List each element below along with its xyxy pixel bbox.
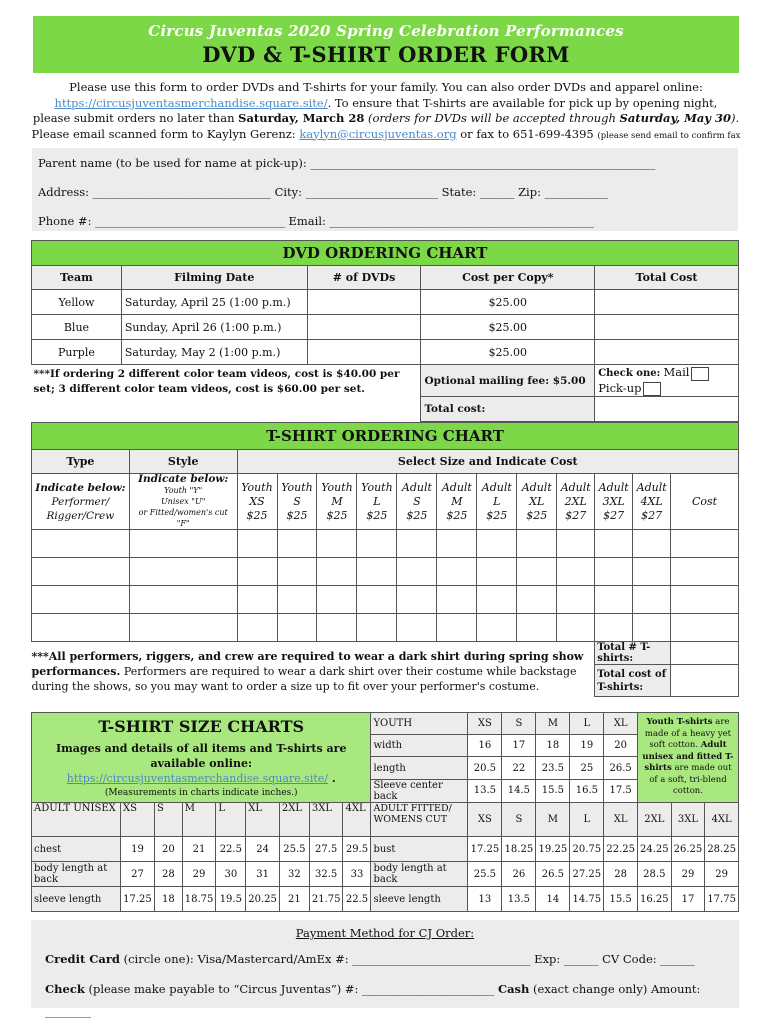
style-desc-3: Unisex "U" (160, 497, 206, 506)
dvd-header-count: # of DVDs (307, 266, 421, 290)
mail-label: Mail (663, 365, 690, 379)
size-adult-m: Adult M $25 (437, 474, 477, 530)
mailing-fee-label: Optional mailing fee: $5.00 (421, 365, 595, 397)
youth-row-label: Sleeve center back (371, 779, 468, 802)
dvd-count-input[interactable] (307, 315, 421, 340)
unisex-label: ADULT UNISEX (32, 803, 121, 837)
table-row (32, 290, 739, 315)
size-youth-m: Youth M $25 (317, 474, 357, 530)
style-desc-2: Youth "Y" (164, 486, 203, 495)
pickup-checkbox[interactable] (643, 382, 661, 396)
dark-shirt-note (32, 642, 595, 697)
style-desc-1: Indicate below: (138, 473, 229, 485)
cost-cell: $25.00 (421, 315, 595, 340)
dvd-header-date: Filming Date (121, 266, 307, 290)
size-chart-desc: Images and details of all items and T-shirts are available online: https://circusjuventasmerchandise.square.site/ . (56, 742, 347, 785)
intro-line-4a: Please email scanned form to Kaylyn Gerenz: (31, 126, 300, 141)
date-cell: Saturday, April 25 (1:00 p.m.) (121, 290, 307, 315)
fitted-label: ADULT FITTED/ WOMENS CUT (371, 803, 468, 837)
youth-size: M (536, 713, 570, 735)
dvd-chart-title: DVD ORDERING CHART (32, 241, 739, 266)
table-row: body length at back 27 28 29 30 31 32 32.5 33 body length at back 25.5 26 26.5 27.25 28 28.5 29 29 (32, 862, 739, 887)
youth-row-label: length (371, 757, 468, 779)
intro-line-3c: (orders for DVDs will be accepted through (364, 111, 620, 125)
merch-link[interactable]: https://circusjuventasmerchandise.square.site/ (54, 95, 328, 110)
check-one-label: Check one: (598, 368, 661, 379)
cash-text: (exact change only) Amount: ________ (45, 982, 701, 1018)
date-cell: Saturday, May 2 (1:00 p.m.) (121, 340, 307, 365)
date-cell: Sunday, April 26 (1:00 p.m.) (121, 315, 307, 340)
style-instructions (129, 474, 237, 530)
intro-line-3e: ). (730, 111, 740, 125)
size-adult-s: Adult S $25 (397, 474, 437, 530)
check-label: Check (45, 982, 85, 996)
cost-cell: $25.00 (421, 290, 595, 315)
tshirt-total-cost-input[interactable] (671, 665, 739, 697)
table-row[interactable] (32, 614, 739, 642)
fabric-note-r1: are made of a heavy yet soft cotton. (644, 717, 732, 751)
phone-email-field[interactable]: Phone #: _________________________________ Email: ______________________________________________ (38, 214, 595, 228)
youth-row-label: width (371, 735, 468, 757)
delivery-choice (595, 365, 739, 397)
size-youth-s: Youth S $25 (277, 474, 317, 530)
size-adult-2xl: Adult 2XL $27 (557, 474, 595, 530)
type-desc-1: Indicate below: (35, 481, 126, 494)
table-row (32, 315, 739, 340)
order-deadline: Saturday, March 28 (238, 111, 365, 125)
parent-info-box (32, 148, 738, 231)
credit-card-label: Credit Card (45, 952, 120, 966)
size-youth-l: Youth L $25 (357, 474, 397, 530)
dvd-discount-note: ***If ordering 2 different color team videos, cost is $40.00 per set; 3 different color team videos, cost is $60.00 per set. (32, 365, 421, 422)
intro-line-3a: please submit orders no later than (32, 111, 239, 125)
total-shirts-label: Total # T-shirts: (595, 642, 671, 665)
type-instructions (32, 474, 130, 530)
style-desc-4: or Fitted/women's cut "F" (138, 508, 228, 528)
form-title: DVD & T-SHIRT ORDER FORM (202, 42, 570, 67)
size-chart-intro (32, 713, 371, 803)
table-row: sleeve length 17.25 18 18.75 19.5 20.25 21 21.75 22.5 sleeve length 13 13.5 14 14.75 15.5 16.25 17 17.75 (32, 887, 739, 912)
check-text: (please make payable to “Circus Juventas”) #: _______________________ (84, 982, 498, 996)
intro-line-2: . To ensure that T-shirts are available for pick up by opening night, (327, 95, 718, 110)
style-header: Style (129, 450, 237, 474)
tshirt-chart-title: T-SHIRT ORDERING CHART (32, 423, 739, 450)
youth-label: YOUTH (371, 713, 468, 735)
measurement-note: (Measurements in charts indicate inches.) (104, 788, 298, 798)
type-header: Type (32, 450, 130, 474)
youth-size: XL (604, 713, 638, 735)
table-row: length 20.5 22 23.5 25 26.5 (32, 757, 739, 779)
form-header (33, 16, 739, 73)
table-row: Sleeve center back 13.5 14.5 15.5 16.5 17.5 (32, 779, 739, 802)
email-link[interactable]: kaylyn@circusjuventas.org (299, 126, 457, 141)
size-adult-4xl: Adult 4XL $27 (633, 474, 671, 530)
table-row[interactable] (32, 558, 739, 586)
tshirt-ordering-table (31, 422, 739, 697)
table-row[interactable] (32, 586, 739, 614)
credit-card-text: (circle one): Visa/Mastercard/AmEx #: _______________________________ Exp: ______ CV Code: ______ (119, 952, 695, 966)
team-cell: Blue (32, 315, 122, 340)
dvd-total-cost-label: Total cost: (421, 397, 595, 422)
size-adult-l: Adult L $25 (477, 474, 517, 530)
table-row[interactable] (32, 530, 739, 558)
size-adult-xl: Adult XL $25 (517, 474, 557, 530)
size-adult-3xl: Adult 3XL $27 (595, 474, 633, 530)
note-rest: Performers are required to wear a dark shirt over their costume while backstage during the shows, so you may want to order a size up to fit over your performer's costume. (31, 664, 577, 693)
fabric-note-b1: Youth T-shirts (646, 717, 713, 728)
payment-box (31, 920, 739, 1018)
payment-title: Payment Method for CJ Order: (295, 926, 475, 940)
size-chart-link[interactable]: https://circusjuventasmerchandise.square.site/ (66, 772, 328, 785)
fabric-note-b2: Adult unisex and fitted T-shirts (642, 740, 734, 774)
type-desc-2: Performer/ (51, 495, 110, 508)
dvd-header-team: Team (32, 266, 122, 290)
total-input[interactable] (595, 315, 739, 340)
cost-header: Cost (671, 474, 739, 530)
dvd-count-input[interactable] (307, 290, 421, 315)
address-field[interactable]: Address: _______________________________ City: _______________________ State: ______ Zip: ___________ (38, 185, 608, 199)
dvd-ordering-table (31, 240, 739, 422)
intro-line-4b: or fax to 651-699-4395 (456, 126, 598, 141)
table-row (32, 340, 739, 365)
team-cell: Yellow (32, 290, 122, 315)
size-youth-xs: Youth XS $25 (237, 474, 277, 530)
table-row: chest 19 20 21 22.5 24 25.5 27.5 29.5 bust 17.25 18.25 19.25 20.75 22.25 24.25 26.25 28.25 (32, 837, 739, 862)
size-header: Select Size and Indicate Cost (237, 450, 738, 474)
intro-line-4c: (please send email to confirm fax (597, 130, 741, 141)
intro-line-1: Please use this form to order DVDs and T-shirts for your family. You can also order DVDs and apparel online: (69, 80, 703, 94)
total-input[interactable] (595, 290, 739, 315)
youth-size: S (502, 713, 536, 735)
cash-label: Cash (497, 982, 530, 996)
cost-cell: $25.00 (421, 340, 595, 365)
table-row: width 16 17 18 19 20 (32, 735, 739, 757)
mail-checkbox[interactable] (691, 367, 709, 381)
pickup-label: Pick-up (598, 380, 642, 395)
youth-size: XS (468, 713, 502, 735)
form-subtitle: Circus Juventas 2020 Spring Celebration Performances (148, 22, 624, 40)
dvd-header-cost: Cost per Copy* (421, 266, 595, 290)
size-chart-title: T-SHIRT SIZE CHARTS (98, 717, 305, 736)
dvd-total-cost-input[interactable] (595, 397, 739, 422)
total-shirts-input[interactable] (671, 642, 739, 665)
note-bold: ***All performers, riggers, and crew are required to wear a dark shirt during spring show performances. (31, 649, 584, 678)
tshirt-total-cost-label: Total cost of T-shirts: (595, 665, 671, 697)
team-cell: Purple (32, 340, 122, 365)
size-chart-table: T-SHIRT SIZE CHARTS Images and details of all items and T-shirts are available online: https://circusjuventasmerchandise.square.site/ . (Measurements in charts indicate inches.) YOUTH XS S M L XL Youth T-shirts are made of a heavy yet soft cotton. Adult unisex and fitted T-shirts are made out of a soft, tri-blend cotton. width 16 17 18 19 20 length 20.5 22 23.5 25 26.5 Sleeve center back 13.5 14.5 15.5 16.5 17.5 ADULT UNISEX XS S M L XL 2XL 3XL 4XL ADULT FITTED/ WOMENS CUT XS S M L XL 2XL 3XL 4XL chest 19 20 21 22.5 24 25.5 27.5 29.5 bust 17.25 18.25 19.25 20.75 22.25 24.25 26.25 28.25 body length at back 27 28 29 30 31 32 32.5 33 body length at back 25.5 26 26.5 27.25 28 28.5 29 29 sleeve length 17.25 18 18.75 19.5 20.25 21 21.75 22.5 sleeve length 13 13.5 14 14.75 15.5 16.25 17 17.75 (31, 712, 739, 912)
parent-name-field[interactable]: Parent name (to be used for name at pick-up): ____________________________________________________________ (38, 156, 656, 170)
credit-card-field[interactable] (45, 948, 725, 978)
type-desc-3: Rigger/Crew (46, 509, 115, 522)
fabric-note (637, 713, 738, 803)
check-cash-field[interactable] (45, 978, 725, 1018)
dvd-deadline: Saturday, May 30 (619, 111, 731, 125)
dvd-header-total: Total Cost (595, 266, 739, 290)
fabric-note-r2: are made out of a soft, tri-blend cotton. (649, 763, 732, 797)
youth-size: L (570, 713, 604, 735)
total-input[interactable] (595, 340, 739, 365)
dvd-count-input[interactable] (307, 340, 421, 365)
